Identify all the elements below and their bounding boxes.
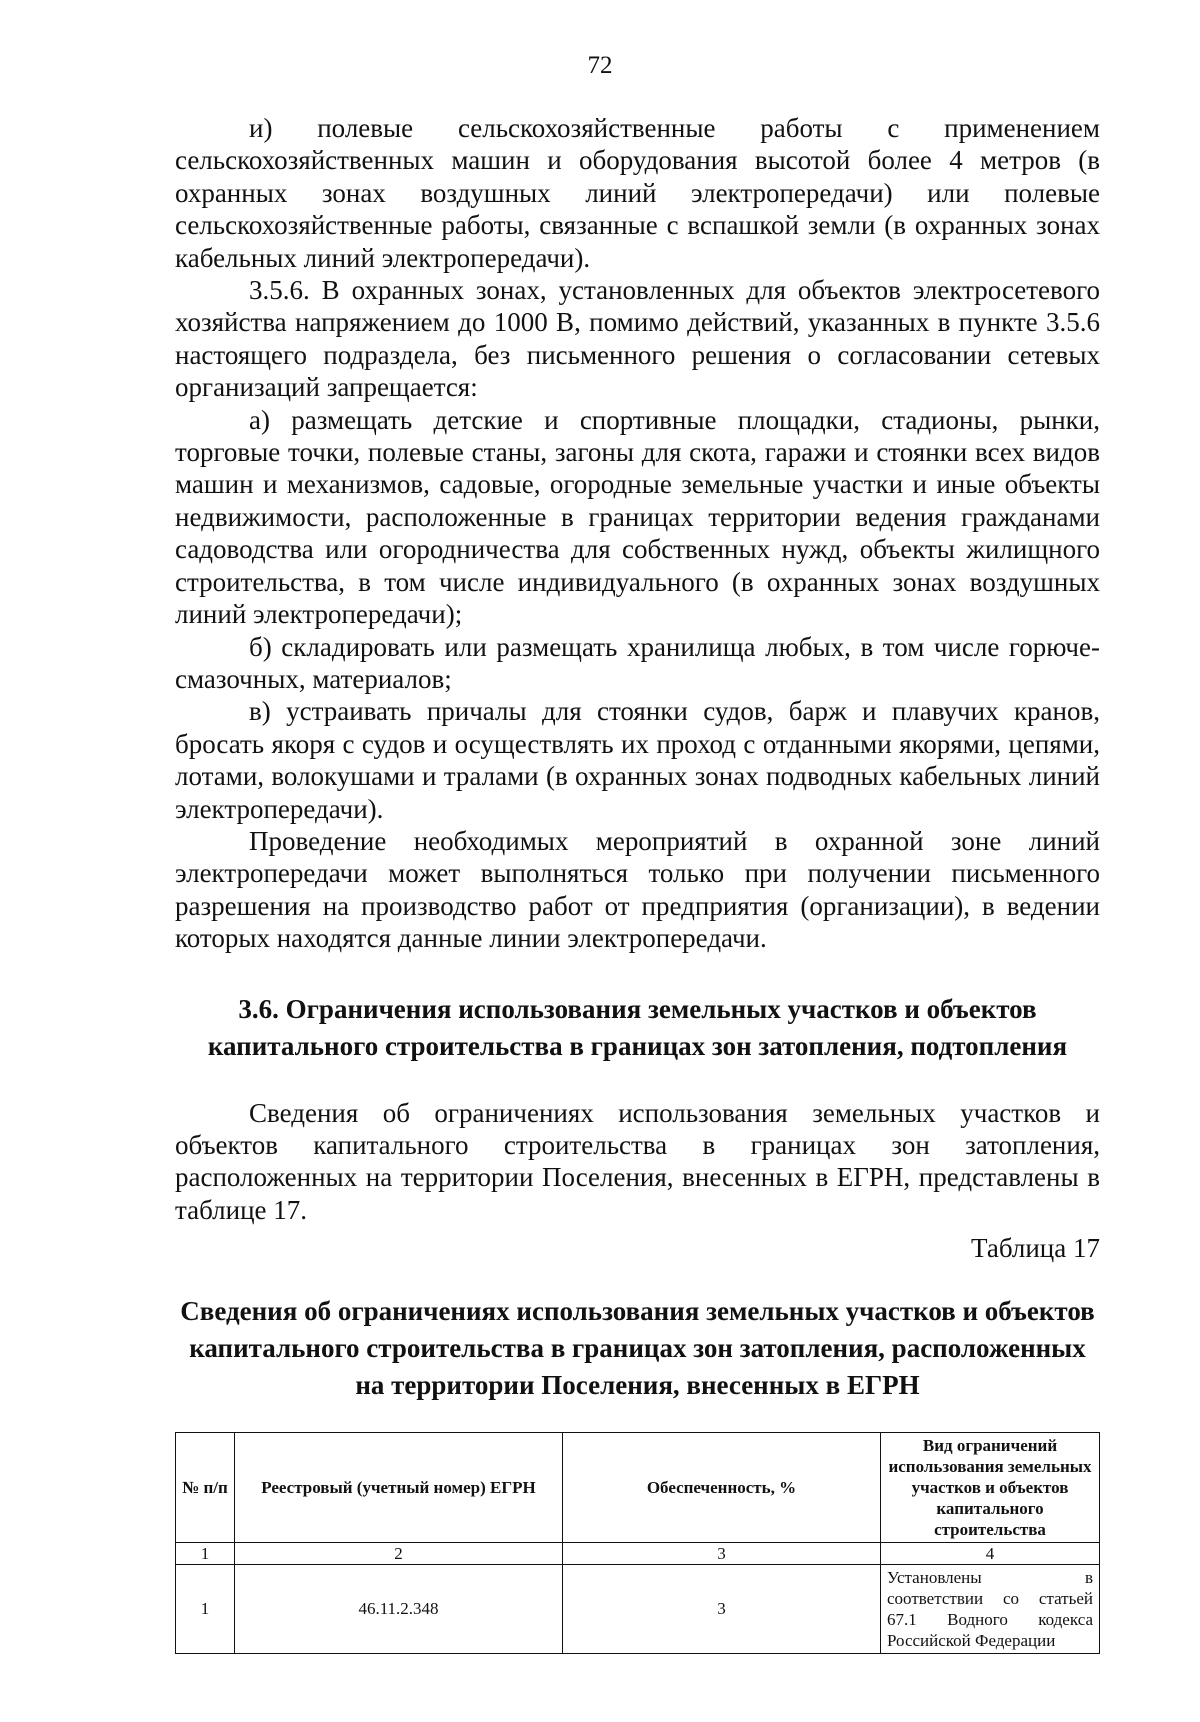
table-row <box>176 1564 1100 1653</box>
paragraph-item-a: а) размещать детские и спортивные площадки, стадионы, рынки, торговые точки, полевые станы, загоны для скота, гаражи и стоянки всех видов машин и механизмов, садовые, огородные земельные участки и иные объекты недвижимости, расположенные в границах территории ведения гражданами садоводства или огородничества для собственных нужд, объекты жилищного строительства, в том числе индивидуального (в охранных зонах воздушных линий электропередачи); <box>175 404 1100 630</box>
table-header-row <box>176 1432 1100 1542</box>
cell-restriction: Установлены в соответствии со статьей 67.1 Водного кодекса Российской Федерации <box>881 1564 1100 1653</box>
spacer <box>175 1265 1100 1293</box>
header-provision: Обеспеченность, % <box>563 1432 881 1542</box>
table-title: Сведения об ограничениях использования земельных участков и объектов капитального строительства в границах зон затопления, расположенных на территории Поселения, внесенных в ЕГРН <box>180 1295 1095 1400</box>
column-number: 3 <box>563 1542 881 1564</box>
table-label: Таблица 17 <box>971 1233 1100 1264</box>
cell-number: 1 <box>176 1564 235 1653</box>
column-number-row <box>176 1542 1100 1564</box>
page-number: 72 <box>587 52 613 79</box>
header-restriction-type: Вид ограничений использования земельных участков и объектов капитального строительства <box>881 1432 1100 1542</box>
section-intro: Сведения об ограничениях использования земельных участков и объектов капитального строительства в границах зон затопления, расположенных на территории Поселения, внесенных в ЕГРН, представлены в таблице 17. <box>175 1097 1100 1225</box>
paragraph-3-5-6: 3.5.6. В охранных зонах, установленных для объектов электросетевого хозяйства напряжением до 1000 В, помимо действий, указанных в пункте 3.5.6 настоящего подраздела, без письменного решения о согласовании сетевых организаций запрещается: <box>175 275 1100 403</box>
paragraph-field-works: и) полевые сельскохозяйственные работы с применением сельскохозяйственных машин и оборудования высотой более 4 метров (в охранных зонах воздушных линий электропередачи) или полевые сельскохозяйственные работы, связанные с вспашкой земли (в охранных зонах кабельных линий электропередачи). <box>175 113 1100 273</box>
spacer <box>175 955 1100 991</box>
cell-registry: 46.11.2.348 <box>235 1564 563 1653</box>
header-registry: Реестровый (учетный номер) ЕГРН <box>235 1432 563 1542</box>
section-heading: 3.6. Ограничения использования земельных участков и объектов капитального строительства в границах зон затопления, подтопления <box>207 993 1068 1061</box>
column-number: 1 <box>176 1542 235 1564</box>
header-number: № п/п <box>176 1432 235 1542</box>
paragraph-permission: Проведение необходимых мероприятий в охранной зоне линий электропередачи может выполняться только при получении письменного разрешения на производство работ от предприятия (организации), в ведении которых находятся данные линии электропередачи. <box>175 825 1100 954</box>
paragraph-item-v: в) устраивать причалы для стоянки судов, барж и плавучих кранов, бросать якоря с судов и осуществлять их проход с отданными якорями, цепями, лотами, волокушами и тралами (в охранных зонах подводных кабельных линий электропередачи). <box>175 696 1100 824</box>
column-number: 4 <box>881 1542 1100 1564</box>
cell-provision: 3 <box>563 1564 881 1653</box>
paragraph-item-b: б) складировать или размещать хранилища любых, в том числе горюче-смазочных, материалов; <box>175 631 1100 694</box>
column-number: 2 <box>235 1542 563 1564</box>
document-body <box>175 112 1100 1654</box>
restrictions-table <box>175 1432 1100 1654</box>
spacer <box>175 1065 1100 1097</box>
